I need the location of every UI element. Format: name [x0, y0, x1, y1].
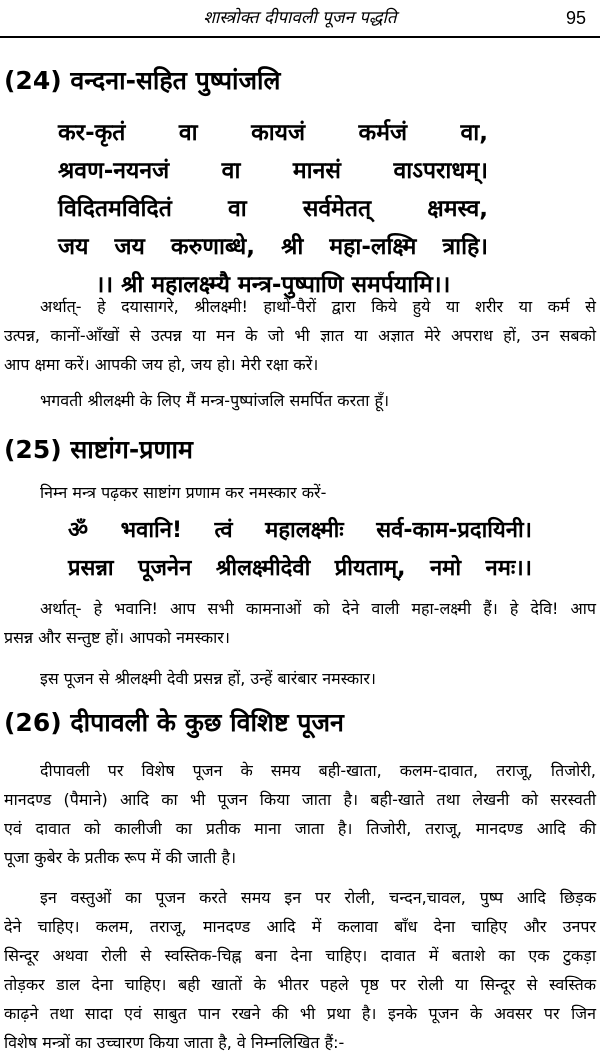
section-25-heading: (25) साष्टांग-प्रणाम [4, 435, 193, 464]
instruction-line: निम्न मन्त्र पढ़कर साष्टांग प्रणाम कर नमस्कार करें- [40, 483, 327, 502]
offering-line: भगवती श्रीलक्ष्मी के लिए मैं मन्त्र-पुष्पांजलि समर्पित करता हूँ। [40, 391, 390, 410]
running-header [0, 4, 600, 34]
section-25-meaning [4, 594, 596, 652]
section-25-instruction [4, 478, 596, 507]
verse-line: प्रसन्ना पूजनेन श्रीलक्ष्मीदेवी प्रीयताम्, नमो नमः।। [68, 556, 532, 581]
closing-line: इस पूजन से श्रीलक्ष्मी देवी प्रसन्न हों, उन्हें बारंबार नमस्कार। [40, 669, 376, 688]
meaning-line: आप क्षमा करें। आपकी जय हो, जय हो। मेरी रक्षा करें। [4, 355, 319, 374]
section-26-paragraph-1 [4, 756, 596, 872]
section-24-meaning [4, 292, 596, 379]
verse-line: विदितमविदितं वा सर्वमेतत् क्षमस्व, [58, 196, 488, 222]
meaning-line: प्रसन्न और सन्तुष्ट हों। आपको नमस्कार। [4, 628, 230, 647]
header-rule [0, 36, 600, 38]
paragraph-line: इन वस्तुओं का पूजन करते समय इन पर रोली, चन्दन,चावल, पुष्प आदि छिड़क [40, 888, 596, 907]
section-26-heading: (26) दीपावली के कुछ विशिष्ट पूजन [4, 708, 344, 737]
verse-line: जय जय करुणाब्धे, श्री महा-लक्ष्मि त्राहि। [58, 234, 488, 260]
paragraph-line: देने चाहिए। कलम, तराजू, मानदण्ड आदि में कलावा बाँध देना चाहिए और उनपर [4, 917, 596, 936]
paragraph-line: मानदण्ड (पैमाने) आदि का भी पूजन किया जाता है। बही-खाते तथा लेखनी को सरस्वती [4, 790, 596, 809]
meaning-line: अर्थात्- हे दयासागरे, श्रीलक्ष्मी! हाथों-पैरों द्वारा किये हुये या शरीर या कर्म से [40, 297, 596, 316]
paragraph-line: तोड़कर डाल देना चाहिए। बही खातों के भीतर पहले पृष्ठ पर रोली या सिन्दूर से स्वस्तिक [4, 975, 596, 994]
section-26-paragraph-2 [4, 883, 596, 1057]
verse-line: ॐ भवानि! त्वं महालक्ष्मीः सर्व-काम-प्रदायिनी। [68, 518, 532, 543]
section-25-verse [68, 512, 532, 588]
paragraph-line: दीपावली पर विशेष पूजन के समय बही-खाता, कलम-दावात, तराजू, तिजोरी, [40, 761, 596, 780]
section-25-closing [4, 664, 596, 693]
book-title: शास्त्रोक्त दीपावली पूजन पद्धति [203, 8, 397, 28]
paragraph-line: विशेष मन्त्रों का उच्चारण किया जाता है, वे निम्नलिखित हैं:- [4, 1033, 345, 1052]
verse-line: ।। श्री महालक्ष्म्यै मन्त्र-पुष्पाणि समर्पयामि।। [95, 272, 451, 298]
meaning-line: अर्थात्- हे भवानि! आप सभी कामनाओं को देने वाली महा-लक्ष्मी हैं। हे देवि! आप [40, 599, 596, 618]
verse-line: कर-कृतं वा कायजं कर्मजं वा, [58, 120, 488, 146]
page-number: 95 [565, 8, 586, 28]
paragraph-line: पूजा कुबेर के प्रतीक रूप में की जाती है। [4, 848, 237, 867]
meaning-line: उत्पन्न, कानों-आँखों से उत्पन्न या मन के जो भी ज्ञात या अज्ञात मेरे अपराध हों, उन सबको [4, 326, 596, 345]
paragraph-line: एवं दावात को कालीजी का प्रतीक माना जाता है। तिजोरी, तराजू, मानदण्ड आदि की [4, 819, 596, 838]
section-24-heading: (24) वन्दना-सहित पुष्पांजलि [4, 66, 281, 95]
paragraph-line: सिन्दूर अथवा रोली से स्वस्तिक-चिह्न बना देना चाहिए। दावात में बताशे का एक टुकड़ा [4, 946, 596, 965]
paragraph-line: काढ़ने तथा सादा एवं साबुत पान रखने की भी प्रथा है। इनके पूजन के अवसर पर जिन [4, 1004, 596, 1023]
verse-line: श्रवण-नयनजं वा मानसं वाऽपराधम्। [58, 158, 488, 184]
section-24-verse [58, 114, 488, 304]
section-24-offering [4, 386, 596, 415]
